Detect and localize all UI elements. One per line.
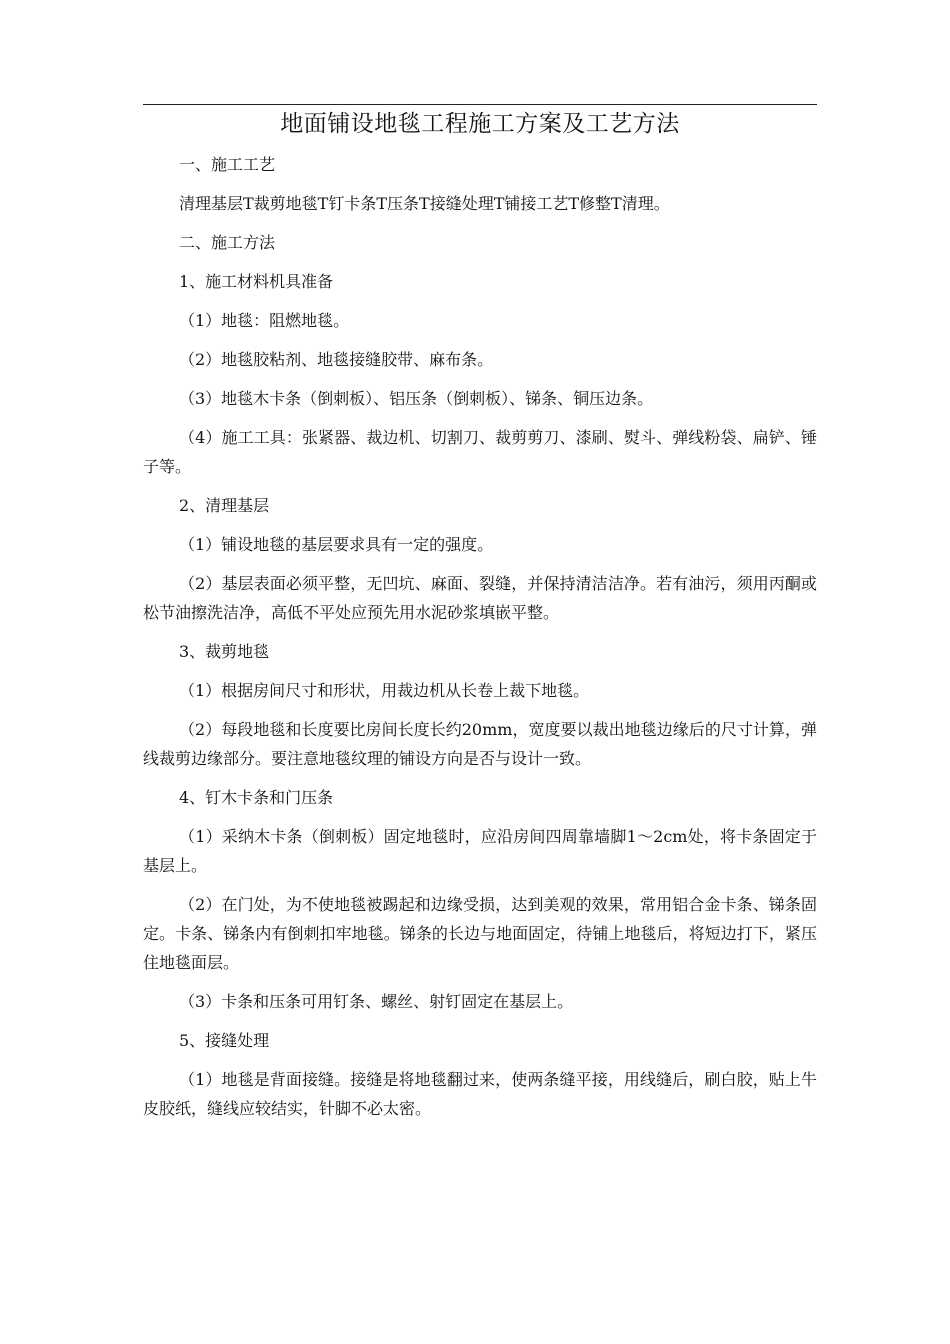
subsection-heading: 4、钉木卡条和门压条 [179,788,334,807]
header-rule [143,104,817,105]
subsection-heading: 2、清理基层 [179,496,270,515]
paragraph: 清理基层T裁剪地毯T钉卡条T压条T接缝处理T铺接工艺T修整T清理。 [179,194,670,213]
list-item: （2）基层表面必须平整，无凹坑、麻面、裂缝，并保持清洁洁净。若有油污，须用丙酮或松节油擦洗洁净，高低不平处应预先用水泥砂浆填嵌平整。 [143,574,817,622]
list-item: （1）根据房间尺寸和形状，用裁边机从长卷上裁下地毯。 [179,681,590,700]
document-body [143,150,817,1123]
list-item: （2）地毯胶粘剂、地毯接缝胶带、麻布条。 [179,350,494,369]
subsection-heading: 3、裁剪地毯 [179,642,270,661]
list-item: （4）施工工具：张紧器、裁边机、切割刀、裁剪剪刀、漆刷、熨斗、弹线粉袋、扁铲、锤子等。 [143,428,817,476]
list-item: （1）铺设地毯的基层要求具有一定的强度。 [179,535,494,554]
subsection-heading: 1、施工材料机具准备 [179,272,334,291]
section-heading: 二、施工方法 [179,233,276,252]
list-item: （3）地毯木卡条（倒刺板）、铝压条（倒刺板）、锑条、铜压边条。 [179,389,654,408]
list-item: （3）卡条和压条可用钉条、螺丝、射钉固定在基层上。 [179,992,574,1011]
subsection-heading: 5、接缝处理 [179,1031,270,1050]
section-heading: 一、施工工艺 [179,155,276,174]
list-item: （1）采纳木卡条（倒刺板）固定地毯时，应沿房间四周靠墙脚1〜2cm处，将卡条固定于基层上。 [143,827,817,875]
list-item: （2）在门处，为不使地毯被踢起和边缘受损，达到美观的效果，常用铝合金卡条、锑条固定。卡条、锑条内有倒刺扣牢地毯。锑条的长边与地面固定，待铺上地毯后，将短边打下，紧压住地毯面层。 [143,895,817,972]
document-title: 地面铺设地毯工程施工方案及工艺方法 [280,111,680,137]
list-item: （1）地毯：阻燃地毯。 [179,311,350,330]
list-item: （2）每段地毯和长度要比房间长度长约20mm，宽度要以裁出地毯边缘后的尺寸计算，弹线裁剪边缘部分。要注意地毯纹理的铺设方向是否与设计一致。 [143,720,817,768]
list-item: （1）地毯是背面接缝。接缝是将地毯翻过来，使两条缝平接，用线缝后，刷白胶，贴上牛皮胶纸，缝线应较结实，针脚不必太密。 [143,1070,817,1118]
